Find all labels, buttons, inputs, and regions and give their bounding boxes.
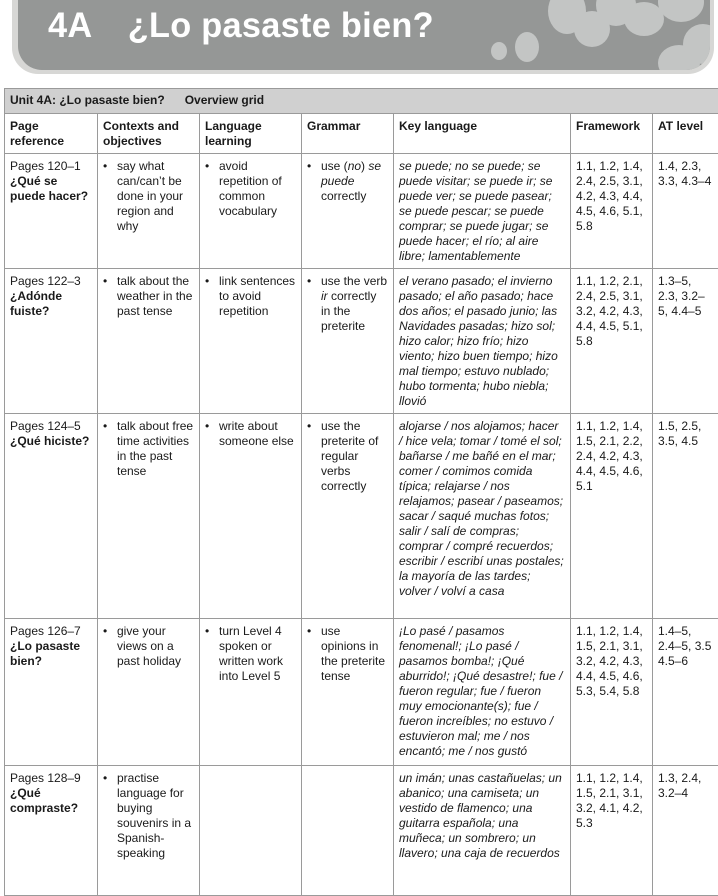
bullet-icon: • (205, 159, 219, 219)
at-level-cell: 1.3–5, 2.3, 3.2–5, 4.4–5 (653, 269, 718, 414)
bullet-icon: • (103, 771, 117, 861)
header-key-language: Key language (394, 114, 571, 154)
decorative-bubble (658, 0, 704, 22)
contexts-cell: • talk about the weather in the past tense (98, 269, 200, 414)
grid-header-row (5, 114, 718, 154)
decorative-bubble (574, 11, 610, 47)
key-language-cell: alojarse / nos alojamos; hacer / hice vela; tomar / tomé el sol; bañarse / me bañé en el mar; comer / comimos comida típica; relajarse / nos relajamos; pasear / paseamos; sacar / saqué muchas fotos; salir / salí de compras; comprar / compré recuerdos; escribir / escribí unas postales; la mayoría de las tardes; volver / volví a casa (394, 414, 571, 619)
language-learning-cell: • write about someone else (200, 414, 302, 619)
at-level-cell: 1.5, 2.5, 3.5, 4.5 (653, 414, 718, 619)
framework-cell: 1.1, 1.2, 1.4, 1.5, 2.1, 3.1, 3.2, 4.2, 4.3, 4.4, 4.5, 4.6, 5.3, 5.4, 5.8 (571, 619, 653, 766)
at-level-cell: 1.4–5, 2.4–5, 3.5 4.5–6 (653, 619, 718, 766)
contexts-cell: • say what can/can’t be done in your region and why (98, 154, 200, 269)
lesson-title: ¿Qué se puede hacer? (10, 174, 92, 204)
page-reference-cell (5, 154, 98, 269)
key-language-cell: un imán; unas castañuelas; un abanico; una camiseta; un vestido de flamenco; una guitarra española; una muñeca; un sombrero; un llavero; una caja de recuerdos (394, 766, 571, 896)
bullet-icon: • (307, 274, 321, 334)
table-row (5, 619, 718, 766)
grammar-cell (302, 766, 394, 896)
bullet-icon: • (103, 159, 117, 234)
bullet-icon: • (205, 419, 219, 449)
framework-cell: 1.1, 1.2, 2.1, 2.4, 2.5, 3.1, 3.2, 4.2, 4.3, 4.4, 4.5, 5.1, 5.8 (571, 269, 653, 414)
language-learning-cell: • avoid repetition of common vocabulary (200, 154, 302, 269)
bullet-icon: • (103, 624, 117, 669)
pages-text: Pages 122–3 (10, 274, 92, 289)
grammar-cell: • use the verb ir correctly in the preterite (302, 269, 394, 414)
contexts-cell: • practise language for buying souvenirs in a Spanish-speaking (98, 766, 200, 896)
page-reference-cell (5, 269, 98, 414)
grid-caption-row (5, 89, 718, 114)
grammar-cell: • use the preterite of regular verbs correctly (302, 414, 394, 619)
table-row (5, 414, 718, 619)
header-framework: Framework (571, 114, 653, 154)
pages-text: Pages 124–5 (10, 419, 92, 434)
decorative-bubble (491, 42, 507, 60)
grid-caption-unit: Unit 4A: ¿Lo pasaste bien? (10, 93, 165, 107)
bullet-icon: • (307, 624, 321, 684)
lesson-title: ¿Qué hiciste? (10, 434, 92, 449)
page-title (48, 6, 434, 46)
bullet-icon: • (307, 419, 321, 494)
decorative-bubble (515, 32, 539, 62)
pages-text: Pages 120–1 (10, 159, 92, 174)
key-language-cell: ¡Lo pasé / pasamos fenomenal!; ¡Lo pasé / pasamos bomba!; ¡Qué aburrido!; ¡Qué desastre!; fue / fueron regular; fue / fueron muy emocionante(s); fue / fueron increíbles; no estuvo / estuvieron mal; me / nos encantó; me / nos gustó (394, 619, 571, 766)
language-learning-cell: • link sentences to avoid repetition (200, 269, 302, 414)
key-language-cell: el verano pasado; el invierno pasado; el año pasado; hace dos años; el pasado junio; las Navidades pasadas; hizo sol; hizo calor; hizo frío; hizo viento; hizo buen tiempo; hizo mal tiempo; estuvo nublado; hubo tormenta; hubo niebla; llovió (394, 269, 571, 414)
bullet-icon: • (205, 274, 219, 319)
language-learning-cell: • turn Level 4 spoken or written work into Level 5 (200, 619, 302, 766)
lesson-title: ¿Qué compraste? (10, 786, 92, 816)
framework-cell: 1.1, 1.2, 1.4, 1.5, 2.1, 2.2, 2.4, 4.2, 4.3, 4.4, 4.5, 4.6, 5.1 (571, 414, 653, 619)
grammar-cell: • use opinions in the preterite tense (302, 619, 394, 766)
bullet-icon: • (103, 274, 117, 319)
header-contexts: Contexts and objectives (98, 114, 200, 154)
contexts-cell: • talk about free time activities in the past tense (98, 414, 200, 619)
framework-cell: 1.1, 1.2, 1.4, 2.4, 2.5, 3.1, 4.2, 4.3, 4.4, 4.5, 4.6, 5.1, 5.8 (571, 154, 653, 269)
pages-text: Pages 128–9 (10, 771, 92, 786)
bullet-icon: • (307, 159, 321, 204)
page-reference-cell (5, 619, 98, 766)
at-level-cell: 1.3, 2.4, 3.2–4 (653, 766, 718, 896)
page-reference-cell (5, 766, 98, 896)
table-row (5, 269, 718, 414)
header-at-level: AT level (653, 114, 718, 154)
key-language-cell: se puede; no se puede; se puede visitar; se puede ir; se puede ver; se puede pasear; se puede pescar; se puede comprar; se puede jugar; se puede hacer; el río; al aire libre; lamentablemente (394, 154, 571, 269)
grid-caption-label: Overview grid (185, 93, 264, 107)
table-row (5, 766, 718, 896)
unit-banner (18, 0, 710, 70)
header-page-reference: Page reference (5, 114, 98, 154)
lesson-title: ¿Lo pasaste bien? (10, 639, 92, 669)
page-reference-cell (5, 414, 98, 619)
header-grammar: Grammar (302, 114, 394, 154)
framework-cell: 1.1, 1.2, 1.4, 1.5, 2.1, 3.1, 3.2, 4.1, 4.2, 5.3 (571, 766, 653, 896)
lesson-title: ¿Adónde fuiste? (10, 289, 92, 319)
header-language-learning: Language learning (200, 114, 302, 154)
at-level-cell: 1.4, 2.3, 3.3, 4.3–4 (653, 154, 718, 269)
grammar-cell: • use (no) se puede correctly (302, 154, 394, 269)
grid-caption (5, 89, 718, 114)
language-learning-cell (200, 766, 302, 896)
bullet-icon: • (103, 419, 117, 479)
unit-title: ¿Lo pasaste bien? (128, 6, 434, 45)
contexts-cell: • give your views on a past holiday (98, 619, 200, 766)
pages-text: Pages 126–7 (10, 624, 92, 639)
table-row (5, 154, 718, 269)
overview-grid (4, 88, 718, 896)
bullet-icon: • (205, 624, 219, 684)
unit-code: 4A (48, 6, 92, 45)
